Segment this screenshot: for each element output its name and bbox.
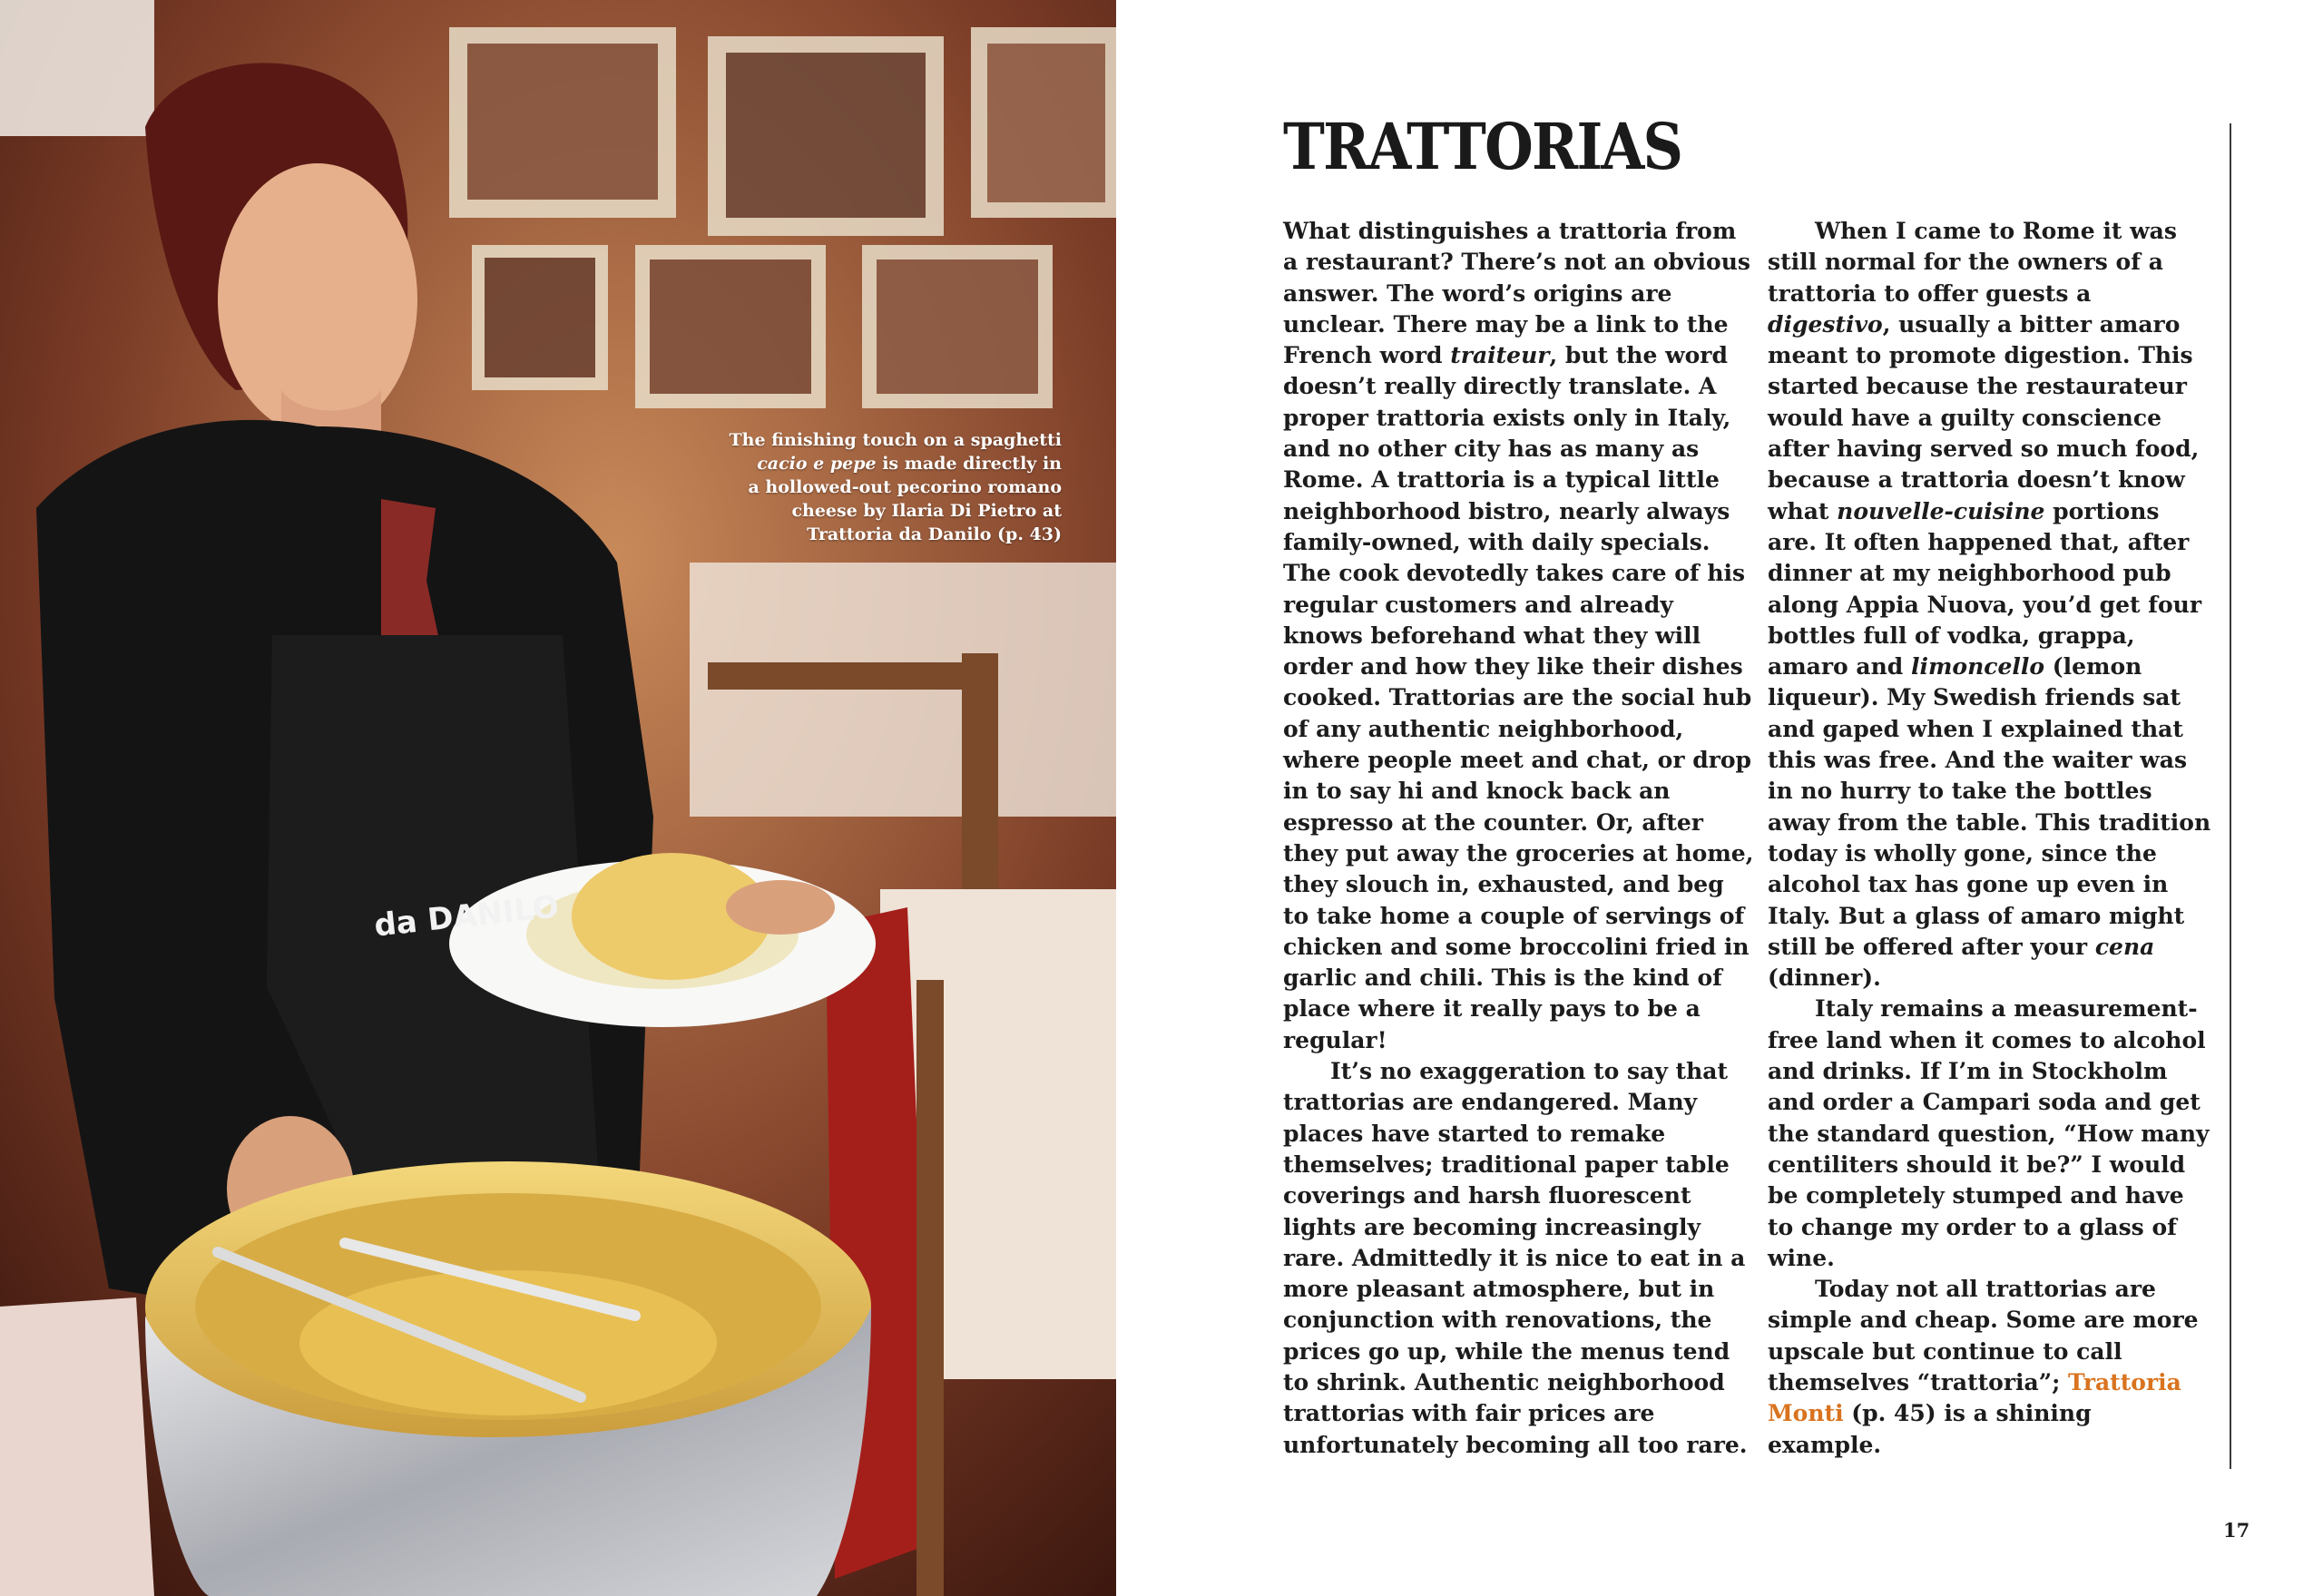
vertical-rule: [2230, 123, 2231, 1469]
paragraph: Italy remains a measurement-free land when it comes to alcohol and drinks. If I’m in Stockholm and order a Campari soda and get the standard question, “How many centiliters should it be?” I would be completely stumped and have to change my order to a glass of wine.: [1768, 995, 2210, 1271]
text-run: , but the word doesn’t really directly translate. A proper trattoria exists only in Italy, and no other city has as many as Rome. A trattoria is a typical little neighborhood bistro, nearly always family-owned, with daily specials. The cook devotedly takes care of his regular customers and already knows beforehand what they will order and how they like their dishes cooked. Trattorias are the social hub of any authentic neighborhood, where people meet and chat, or drop in to say hi and knock back an espresso at the counter. Or, after they put away the groceries at home, they slouch in, exhausted, and beg to take home a couple of servings of chicken and some broccolini fried in garlic and chili. This is the kind of place where it really pays to be a regular!: [1283, 342, 1754, 1053]
article-column-2: [1768, 216, 2212, 1461]
photo-caption: [690, 428, 1062, 546]
page-number: 17: [2223, 1519, 2250, 1542]
paragraph: [1768, 216, 2212, 994]
paragraph: [1283, 216, 1755, 1056]
text-run: (p. 45) is a shining example.: [1768, 1400, 2092, 1458]
caption-line: The finishing touch on a spaghetti: [729, 430, 1062, 450]
article-column-1: [1283, 216, 1755, 1461]
text-run: (lemon liqueur). My Swedish friends sat and gaped when I explained that this was free. And the waiter was in no hurry to take the bottles away from the table. This tradition today is wholly gone, since the alcohol tax has gone up even in Italy. But a glass of amaro might still be offered after your: [1768, 653, 2211, 960]
caption-dish-name: cacio e pepe: [757, 454, 877, 474]
caption-line: Trattoria da Danilo (p. 43): [807, 524, 1062, 544]
caption-line: is made directly in: [876, 454, 1062, 474]
text-run: , usually a bitter amaro meant to promote digestion. This started because the restaurateur would have a guilty conscience after having served so much food, because a trattoria doesn’t know what: [1768, 310, 2200, 524]
restaurant-photo: [0, 0, 1116, 1596]
italic-term: limoncello: [1910, 653, 2045, 681]
caption-line: a hollowed-out pecorino romano: [748, 477, 1062, 497]
paragraph: [1768, 1274, 2212, 1461]
photo-illustration: [0, 0, 1116, 1596]
italic-term: traiteur: [1450, 342, 1550, 369]
text-run: What distinguishes a trattoria from a restaurant? There’s not an obvious answer. The word’s origins are unclear. There may be a link to the French word: [1283, 218, 1750, 369]
paragraph: It’s no exaggeration to say that trattorias are endangered. Many places have started to remake themselves; traditional paper table coverings and harsh fluorescent lights are becoming increasingly rare. Admittedly it is nice to eat in a more pleasant atmosphere, but in conjunction with renovations, the prices go up, while the menus tend to shrink. Authentic neighborhood trattorias with fair prices are unfortunately becoming all too rare.: [1283, 1058, 1748, 1458]
text-run: portions are. It often happened that, after dinner at my neighborhood pub along Appia Nuova, you’d get four bottles full of vodka, grappa, amaro and: [1768, 497, 2202, 681]
apron-logo-text: da DANILO: [372, 888, 561, 945]
article-title: TRATTORIAS: [1283, 109, 1682, 184]
text-run: Today not all trattorias are simple and cheap. Some are more upscale but continue to call themselves “trattoria”;: [1768, 1276, 2199, 1395]
italic-term: nouvelle-cuisine: [1837, 497, 2045, 524]
italic-term: digestivo: [1768, 310, 1883, 338]
trattoria-monti-reference: Trattoria Monti: [1768, 1368, 2181, 1427]
italic-term: cena: [2094, 933, 2155, 960]
text-run: (dinner).: [1768, 964, 1881, 992]
caption-line: cheese by Ilaria Di Pietro at: [791, 501, 1062, 521]
text-run: When I came to Rome it was still normal for the owners of a trattoria to offer guests a: [1768, 218, 2177, 307]
